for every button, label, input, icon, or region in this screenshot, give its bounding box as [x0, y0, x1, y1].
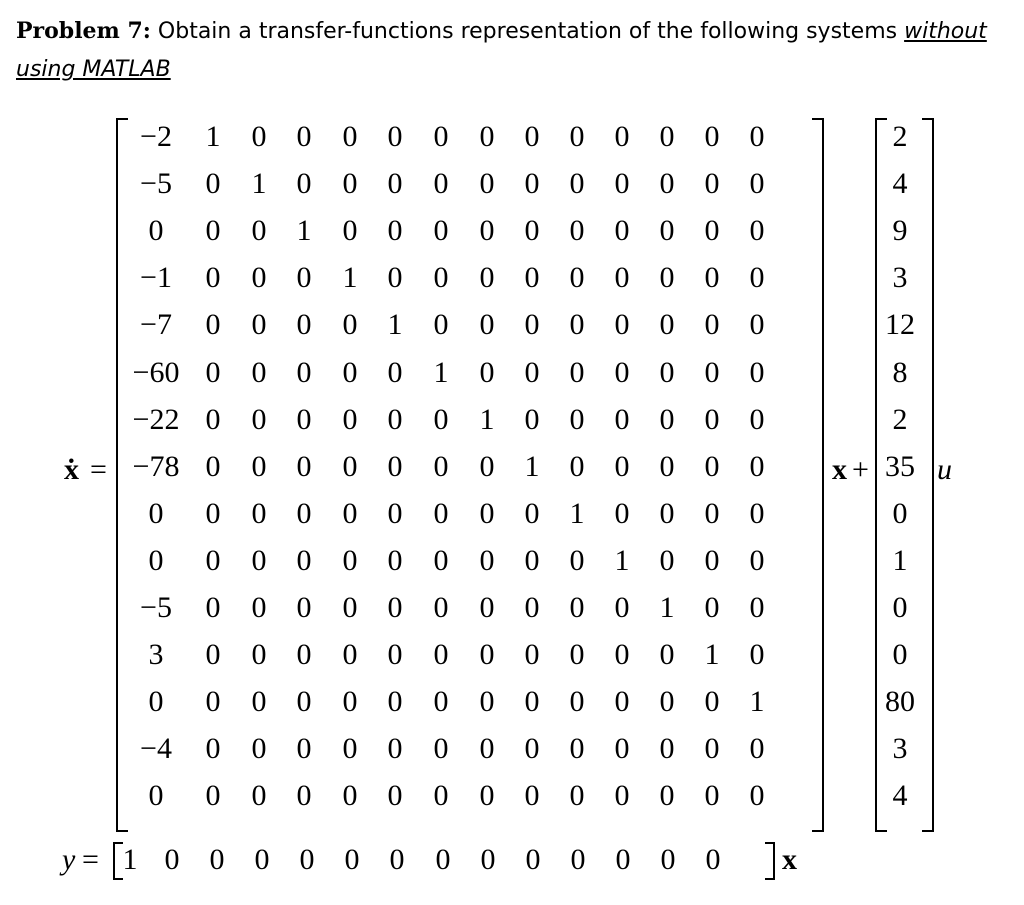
matrix-A-cell: −5: [140, 591, 172, 624]
matrix-A-cell: 0: [614, 167, 630, 201]
matrix-A-cell: 0: [342, 167, 358, 201]
matrix-A-cell: 0: [251, 638, 267, 672]
matrix-A-cell: 0: [342, 638, 358, 672]
matrix-A-cell: 0: [749, 496, 765, 530]
matrix-A-cell: 0: [433, 167, 449, 201]
matrix-A-cell: 0: [524, 261, 540, 295]
matrix-A-cell: 0: [342, 355, 358, 389]
matrix-A-cell: 0: [296, 732, 312, 766]
matrix-A-cell: 0: [433, 120, 449, 153]
matrix-A-cell: 1: [569, 496, 585, 530]
y-x-vector-symbol: x: [782, 843, 797, 876]
matrix-A-cell: 0: [614, 355, 630, 389]
matrix-A-cell: 0: [205, 308, 221, 342]
matrix-A-cell: 0: [205, 449, 221, 483]
problem-emphasis: without using MATLAB: [16, 19, 987, 82]
matrix-A-cell: 1: [433, 355, 449, 389]
matrix-A-cell: 0: [659, 779, 675, 813]
matrix-A-cell: 0: [387, 402, 403, 436]
matrix-A-cell: 1: [479, 402, 495, 436]
row-C-cell: 0: [615, 843, 631, 876]
x-vector-symbol: x: [832, 453, 847, 486]
matrix-A-cell: 0: [433, 496, 449, 530]
matrix-A-cell: 1: [524, 449, 540, 483]
vector-B-cell: 2: [892, 120, 908, 153]
matrix-A-cell: 0: [479, 120, 495, 153]
vector-B-cell: 1: [892, 543, 908, 577]
matrix-A-cell: 0: [296, 261, 312, 295]
matrix-A-cell: 0: [433, 308, 449, 342]
matrix-A-cell: 0: [251, 543, 267, 577]
matrix-A-cell: 0: [524, 120, 540, 153]
vector-B-cell: 12: [885, 308, 915, 342]
matrix-A-cell: 0: [387, 120, 403, 153]
matrix-A-cell: 0: [251, 496, 267, 530]
matrix-A-cell: 0: [569, 638, 585, 672]
matrix-A-cell: 0: [205, 402, 221, 436]
matrix-A-cell: 3: [148, 638, 164, 672]
problem-statement: [16, 12, 1011, 89]
matrix-A-cell: 0: [433, 214, 449, 248]
matrix-A-cell: 0: [524, 685, 540, 719]
matrix-A-cell: 0: [387, 496, 403, 530]
matrix-A-cell: 0: [479, 496, 495, 530]
matrix-A-cell: 0: [659, 449, 675, 483]
matrix-A-cell: 0: [433, 449, 449, 483]
xdot-symbol: ẋ: [64, 453, 79, 486]
matrix-A-cell: 0: [296, 120, 312, 153]
matrix-A-cell: 1: [614, 543, 630, 577]
matrix-A-cell: 0: [296, 779, 312, 813]
matrix-A-cell: 0: [296, 496, 312, 530]
matrix-A-cell: 0: [296, 308, 312, 342]
row-C-cell: 0: [209, 843, 225, 876]
matrix-A-cell: 0: [205, 167, 221, 201]
matrix-A-cell: 0: [704, 214, 720, 248]
matrix-A-cell: 0: [479, 167, 495, 201]
matrix-A-cell: 0: [614, 685, 630, 719]
vector-B-cell: 4: [892, 779, 908, 813]
matrix-A-cell: 0: [342, 685, 358, 719]
row-C-left-bracket: [113, 842, 123, 880]
matrix-A-cell: 0: [569, 214, 585, 248]
matrix-A-cell: 0: [659, 543, 675, 577]
problem-text: Obtain a transfer-functions representation of the following systems: [150, 19, 905, 44]
matrix-A-cell: 0: [749, 308, 765, 342]
vector-B-cell: 3: [892, 732, 908, 766]
matrix-A-cell: 0: [659, 732, 675, 766]
matrix-A-cell: 0: [205, 591, 221, 624]
matrix-A-cell: 0: [387, 261, 403, 295]
row-C-cell: 0: [480, 843, 496, 876]
matrix-A-cell: 0: [614, 591, 630, 624]
matrix-A-cell: 0: [205, 355, 221, 389]
matrix-A-cell: 0: [387, 167, 403, 201]
matrix-A-cell: 0: [251, 120, 267, 153]
matrix-A-cell: 0: [569, 167, 585, 201]
matrix-A-cell: 0: [205, 543, 221, 577]
matrix-A-cell: 0: [433, 638, 449, 672]
problem-label: Problem 7: [16, 18, 143, 44]
row-C-cell: 0: [435, 843, 451, 876]
row-C-cell: 0: [389, 843, 405, 876]
matrix-A-cell: 0: [251, 591, 267, 624]
matrix-A-cell: 0: [296, 449, 312, 483]
matrix-A-cell: 0: [387, 355, 403, 389]
matrix-A-cell: 0: [659, 685, 675, 719]
matrix-A-cell: 0: [659, 638, 675, 672]
matrix-A-cell: 0: [251, 261, 267, 295]
matrix-A-cell: −60: [132, 355, 180, 389]
matrix-A-cell: 0: [296, 355, 312, 389]
matrix-A-cell: 0: [749, 261, 765, 295]
matrix-A-cell: 0: [433, 261, 449, 295]
matrix-A-cell: 0: [479, 355, 495, 389]
matrix-A-cell: 0: [749, 214, 765, 248]
matrix-A-cell: 0: [342, 496, 358, 530]
matrix-A-cell: 0: [659, 214, 675, 248]
matrix-A-cell: 0: [296, 167, 312, 201]
y-equals-sign: =: [82, 843, 99, 876]
matrix-A-cell: 0: [148, 685, 164, 719]
vector-B-cell: 0: [892, 638, 908, 672]
matrix-A-cell: 1: [296, 214, 312, 248]
matrix-A-cell: 0: [524, 543, 540, 577]
matrix-A-cell: 1: [205, 120, 221, 153]
matrix-A-cell: 0: [342, 120, 358, 153]
matrix-A-cell: 0: [479, 543, 495, 577]
matrix-A-cell: −22: [132, 402, 180, 436]
matrix-A-cell: 0: [614, 308, 630, 342]
matrix-A-cell: 0: [614, 496, 630, 530]
row-C-cell: 0: [705, 843, 721, 876]
matrix-A-cell: 0: [524, 167, 540, 201]
matrix-A-cell: 0: [524, 638, 540, 672]
matrix-A-cell: 0: [342, 543, 358, 577]
matrix-A-cell: 0: [296, 638, 312, 672]
matrix-A-cell: 0: [387, 732, 403, 766]
vector-B-cell: 0: [892, 496, 908, 530]
plus-sign: +: [852, 453, 869, 486]
matrix-A-cell: 0: [251, 214, 267, 248]
matrix-A-cell: 0: [148, 543, 164, 577]
y-symbol: y: [62, 843, 76, 876]
matrix-A-cell: 0: [749, 732, 765, 766]
matrix-A-cell: 0: [342, 591, 358, 624]
matrix-A-cell: 0: [749, 638, 765, 672]
matrix-A-cell: 0: [749, 355, 765, 389]
matrix-A-cell: 0: [569, 355, 585, 389]
matrix-A-cell: 0: [251, 308, 267, 342]
matrix-A-cell: 0: [749, 543, 765, 577]
matrix-A-cell: 0: [148, 496, 164, 530]
matrix-A-cell: −4: [140, 732, 172, 766]
matrix-A-cell: 0: [296, 685, 312, 719]
matrix-A-cell: 0: [704, 496, 720, 530]
matrix-A-cell: 0: [569, 543, 585, 577]
matrix-A-cell: 0: [387, 591, 403, 624]
matrix-A-cell: 0: [387, 543, 403, 577]
matrix-A-cell: 0: [569, 402, 585, 436]
matrix-A-cell: 0: [387, 685, 403, 719]
matrix-A-cell: 0: [387, 638, 403, 672]
matrix-A-cell: 0: [704, 779, 720, 813]
vector-B-cell: 4: [892, 167, 908, 201]
matrix-A-cell: 0: [524, 496, 540, 530]
matrix-A-cell: 0: [433, 543, 449, 577]
matrix-A-cell: 0: [704, 355, 720, 389]
matrix-A-cell: 0: [387, 779, 403, 813]
u-symbol: u: [937, 453, 952, 486]
vector-B-cell: 0: [892, 591, 908, 624]
matrix-A-cell: 0: [569, 308, 585, 342]
matrix-A-cell: 0: [659, 402, 675, 436]
matrix-A-cell: −5: [140, 167, 172, 201]
matrix-A-cell: 0: [749, 591, 765, 624]
matrix-A-cell: 0: [387, 449, 403, 483]
matrix-A-cell: 0: [614, 732, 630, 766]
row-C-cell: 0: [570, 843, 586, 876]
matrix-A-cell: 0: [251, 449, 267, 483]
matrix-A-cell: 0: [251, 732, 267, 766]
matrix-A-cell: 0: [524, 355, 540, 389]
vector-B-cell: 9: [892, 214, 908, 248]
matrix-A-cell: 0: [569, 261, 585, 295]
matrix-A-cell: 0: [659, 496, 675, 530]
matrix-A-cell: 0: [148, 214, 164, 248]
vector-B-right-bracket: [922, 118, 934, 832]
matrix-A-cell: 0: [479, 449, 495, 483]
matrix-A-cell: 0: [479, 779, 495, 813]
matrix-A-cell: 0: [251, 355, 267, 389]
matrix-A-cell: 1: [342, 261, 358, 295]
matrix-A-cell: 0: [659, 308, 675, 342]
matrix-A-cell: 0: [749, 449, 765, 483]
matrix-A-cell: 0: [205, 638, 221, 672]
matrix-A-cell: 0: [704, 308, 720, 342]
matrix-A-cell: 0: [659, 120, 675, 153]
matrix-A-cell: 0: [524, 308, 540, 342]
matrix-A-right-bracket: [812, 118, 824, 832]
matrix-A-cell: 0: [205, 732, 221, 766]
vector-B-cell: 8: [892, 355, 908, 389]
matrix-A-cell: 0: [479, 732, 495, 766]
matrix-A-cell: 0: [704, 261, 720, 295]
matrix-A-cell: 0: [296, 402, 312, 436]
matrix-A-cell: 0: [569, 120, 585, 153]
matrix-A-cell: 0: [614, 449, 630, 483]
matrix-A-cell: 0: [479, 308, 495, 342]
matrix-A-cell: 0: [524, 591, 540, 624]
problem-label-colon: :: [142, 18, 151, 44]
matrix-A-cell: 0: [479, 638, 495, 672]
matrix-A-cell: 0: [479, 685, 495, 719]
matrix-A-cell: 0: [205, 496, 221, 530]
matrix-A-cell: 0: [569, 685, 585, 719]
matrix-A-cell: 0: [614, 214, 630, 248]
matrix-A-cell: 0: [704, 402, 720, 436]
matrix-A-cell: 0: [704, 120, 720, 153]
matrix-A-cell: 0: [659, 167, 675, 201]
matrix-A-cell: 0: [205, 214, 221, 248]
matrix-A-cell: 0: [704, 685, 720, 719]
matrix-A-cell: 0: [614, 779, 630, 813]
matrix-A-cell: 0: [749, 167, 765, 201]
matrix-A-cell: 0: [524, 214, 540, 248]
matrix-A-cell: 0: [342, 779, 358, 813]
matrix-A-cell: 0: [614, 402, 630, 436]
row-C-cell: 0: [164, 843, 180, 876]
matrix-A-cell: 0: [342, 308, 358, 342]
matrix-A-cell: 0: [433, 402, 449, 436]
matrix-A-cell: 0: [524, 732, 540, 766]
vector-B-cell: 80: [885, 685, 915, 719]
matrix-A-cell: 0: [614, 261, 630, 295]
matrix-A-cell: 0: [704, 543, 720, 577]
matrix-A-cell: −78: [132, 449, 180, 483]
matrix-A-cell: 0: [296, 543, 312, 577]
matrix-A-cell: 0: [342, 449, 358, 483]
row-C-cell: 1: [122, 843, 138, 876]
matrix-A-cell: 0: [569, 779, 585, 813]
matrix-A-cell: 0: [704, 449, 720, 483]
matrix-A-cell: 1: [387, 308, 403, 342]
matrix-A-cell: 0: [659, 261, 675, 295]
matrix-A-cell: 1: [704, 638, 720, 672]
matrix-A-cell: 0: [614, 638, 630, 672]
matrix-A-cell: 0: [479, 214, 495, 248]
row-C-cell: 0: [660, 843, 676, 876]
matrix-A-cell: 0: [479, 591, 495, 624]
row-C-cell: 0: [344, 843, 360, 876]
matrix-A-cell: 0: [614, 120, 630, 153]
matrix-A-cell: 1: [659, 591, 675, 624]
matrix-A-cell: 0: [433, 685, 449, 719]
matrix-A-cell: −7: [140, 308, 172, 342]
matrix-A-cell: 0: [659, 355, 675, 389]
matrix-A-cell: 0: [296, 591, 312, 624]
matrix-A-cell: 1: [251, 167, 267, 201]
matrix-A-cell: 0: [342, 214, 358, 248]
vector-B-cell: 3: [892, 261, 908, 295]
matrix-A-cell: 0: [524, 779, 540, 813]
row-C-cell: 0: [525, 843, 541, 876]
matrix-A-cell: 0: [569, 591, 585, 624]
matrix-A-cell: 0: [205, 779, 221, 813]
matrix-A-cell: 0: [479, 261, 495, 295]
matrix-A-cell: 0: [569, 732, 585, 766]
matrix-A-cell: 0: [205, 685, 221, 719]
matrix-A-cell: 0: [704, 167, 720, 201]
matrix-A-cell: 0: [749, 120, 765, 153]
matrix-A-cell: −1: [140, 261, 172, 295]
matrix-A-cell: 0: [433, 591, 449, 624]
matrix-A-cell: 0: [704, 591, 720, 624]
matrix-A-cell: 0: [749, 779, 765, 813]
matrix-A-cell: 1: [749, 685, 765, 719]
equals-sign: =: [90, 453, 107, 486]
matrix-A-left-bracket: [116, 118, 128, 832]
matrix-A-cell: 0: [433, 779, 449, 813]
matrix-A-cell: 0: [342, 732, 358, 766]
vector-B-cell: 2: [892, 402, 908, 436]
matrix-A-cell: 0: [342, 402, 358, 436]
vector-B-cell: 35: [885, 449, 915, 483]
matrix-A-cell: 0: [205, 261, 221, 295]
matrix-A-cell: 0: [251, 685, 267, 719]
matrix-A-cell: 0: [569, 449, 585, 483]
matrix-A-cell: 0: [251, 402, 267, 436]
matrix-A-cell: 0: [251, 779, 267, 813]
matrix-A-cell: 0: [704, 732, 720, 766]
matrix-A-cell: 0: [524, 402, 540, 436]
matrix-A-cell: 0: [148, 779, 164, 813]
matrix-A-cell: 0: [749, 402, 765, 436]
row-C-right-bracket: [765, 842, 775, 880]
row-C-cell: 0: [254, 843, 270, 876]
matrix-A-cell: 0: [387, 214, 403, 248]
matrix-A-cell: 0: [433, 732, 449, 766]
row-C-cell: 0: [299, 843, 315, 876]
matrix-A-cell: −2: [140, 120, 172, 153]
